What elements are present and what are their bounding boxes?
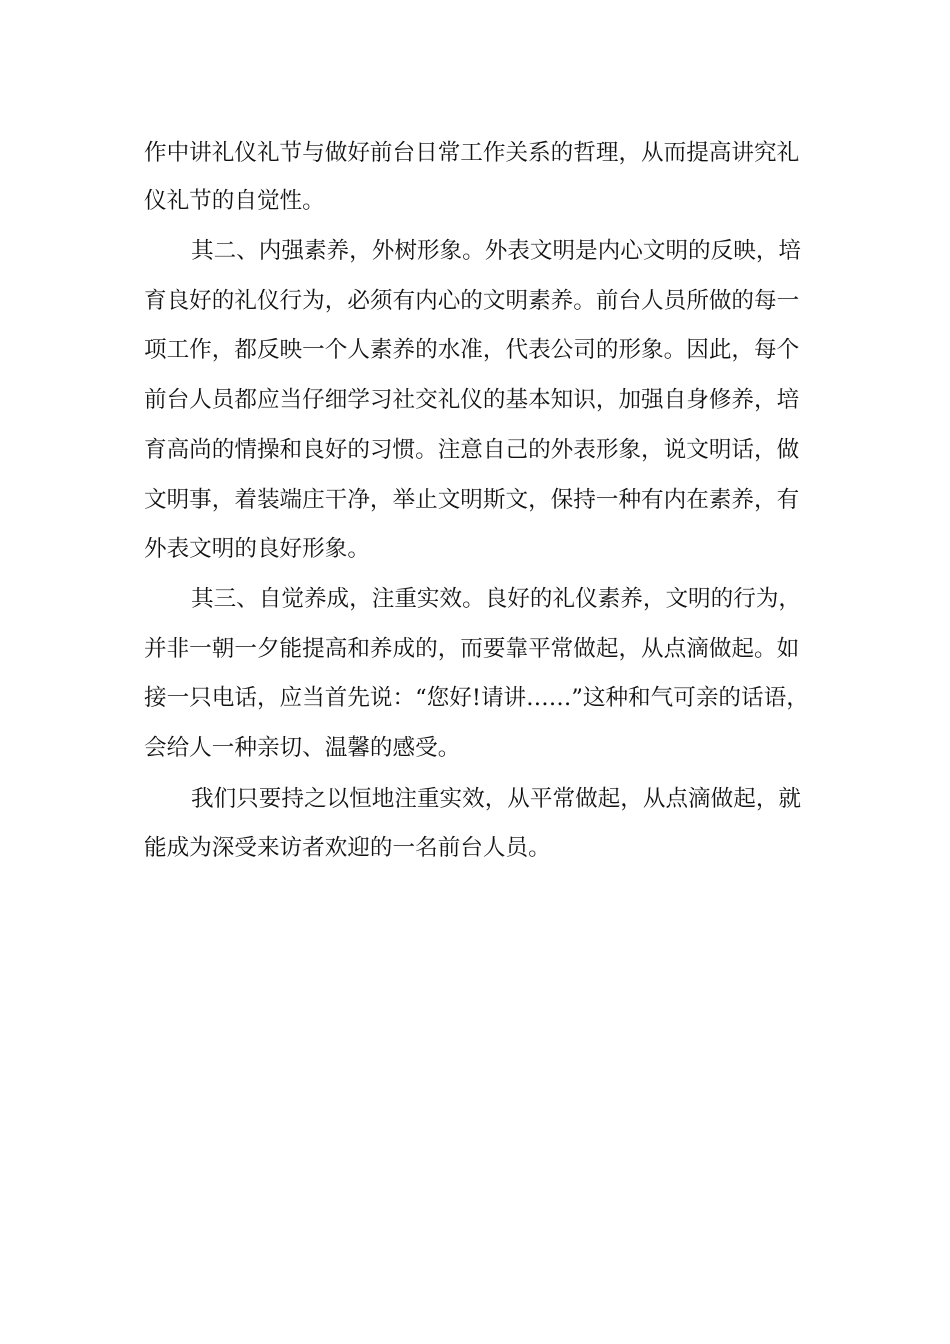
- paragraph-1-line-2: 仪礼节的自觉性。: [144, 188, 325, 214]
- paragraph-2-line-7: 外表文明的良好形象。: [144, 536, 370, 562]
- paragraph-2-line-4: 前台人员都应当仔细学习社交礼仪的基本知识，加强自身修养，培: [144, 387, 800, 413]
- paragraph-4-line-2: 能成为深受来访者欢迎的一名前台人员。: [144, 835, 551, 861]
- paragraph-3-line-2: 并非一朝一夕能提高和养成的，而要靠平常做起，从点滴做起。如: [144, 636, 800, 662]
- paragraph-2-line-1: 其二、内强素养，外树形象。外表文明是内心文明的反映，培: [191, 238, 802, 264]
- paragraph-1-line-1: 作中讲礼仪礼节与做好前台日常工作关系的哲理，从而提高讲究礼: [144, 140, 800, 166]
- paragraph-3-line-1: 其三、自觉养成，注重实效。良好的礼仪素养，文明的行为，: [191, 586, 802, 612]
- paragraph-2-line-2: 育良好的礼仪行为，必须有内心的文明素养。前台人员所做的每一: [144, 288, 800, 314]
- paragraph-3-line-4: 会给人一种亲切、温馨的感受。: [144, 735, 461, 761]
- paragraph-4-line-1: 我们只要持之以恒地注重实效，从平常做起，从点滴做起，就: [191, 786, 802, 812]
- paragraph-2-line-5: 育高尚的情操和良好的习惯。注意自己的外表形象，说文明话，做: [144, 437, 800, 463]
- paragraph-3-line-3: 接一只电话，应当首先说：“您好!请讲……”这种和气可亲的话语，: [144, 685, 809, 711]
- paragraph-2-line-6: 文明事，着装端庄干净，举止文明斯文，保持一种有内在素养，有: [144, 487, 800, 513]
- paragraph-2-line-3: 项工作，都反映一个人素养的水准，代表公司的形象。因此，每个: [144, 337, 800, 363]
